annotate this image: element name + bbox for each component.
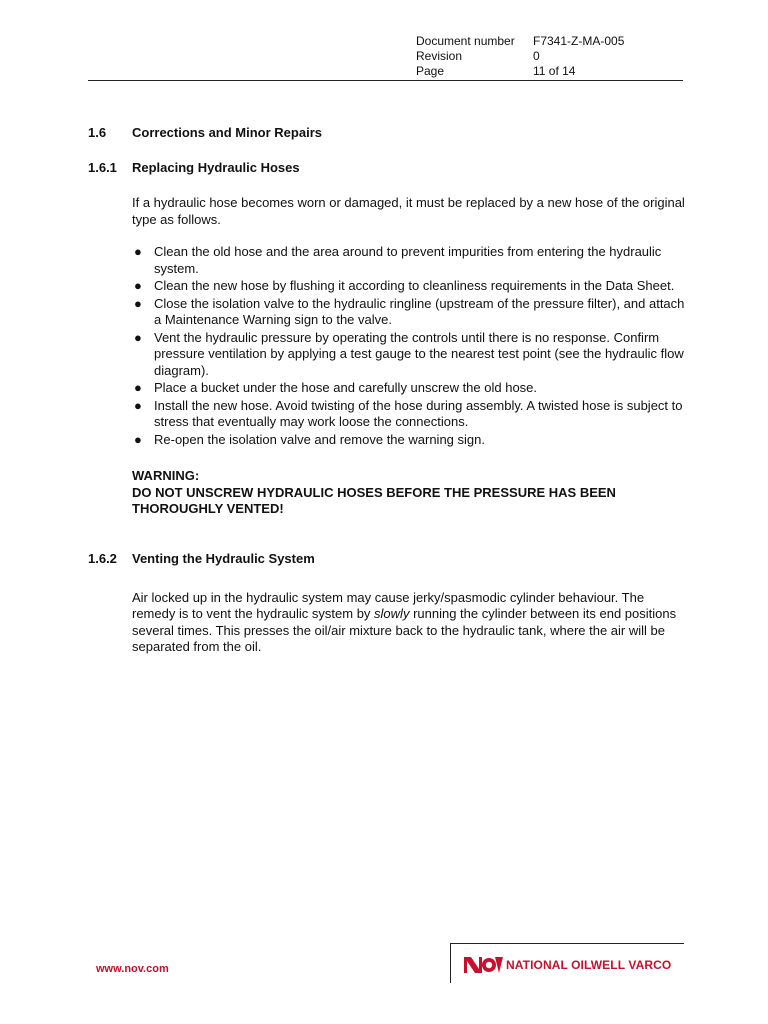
header-label: Page — [416, 64, 445, 78]
bullet-icon: ● — [134, 244, 142, 259]
emphasis-text: slowly — [374, 606, 410, 621]
logo-text: NATIONAL OILWELL VARCO — [506, 958, 672, 972]
warning-title: WARNING: — [132, 468, 200, 483]
list-item-text: Clean the new hose by flushing it according to cleanliness requirements in the Data Sheet. — [154, 278, 675, 293]
section-title: Venting the Hydraulic System — [132, 550, 315, 566]
list-item — [132, 244, 688, 277]
list-item-text: Place a bucket under the hose and carefully unscrew the old hose. — [154, 380, 538, 395]
header-row-page — [416, 64, 624, 79]
nov-logo-icon — [462, 953, 504, 977]
document-header — [416, 34, 624, 79]
paragraph-text: running the cylinder between its end positions several times. This presses the oil/air mixture back to the hydraulic tank, where the air will be separated from the oil. — [132, 606, 677, 654]
document-body — [88, 123, 688, 656]
footer-divider-vertical — [450, 943, 451, 983]
list-item — [132, 380, 688, 397]
list-item-text: Re-open the isolation valve and remove the warning sign. — [154, 431, 485, 447]
header-divider — [88, 80, 683, 81]
list-item-text: Close the isolation valve to the hydraulic ringline (upstream of the pressure filter), and attach a Maintenance Warning sign to the valve. — [154, 295, 685, 327]
section-heading-1-6-1 — [88, 160, 688, 176]
header-label: Document number — [416, 34, 515, 48]
list-item-text: Install the new hose. Avoid twisting of the hose during assembly. A twisted hose is subject to stress that eventually may work loose the connections. — [154, 397, 683, 429]
company-logo — [462, 953, 671, 977]
list-item — [132, 432, 688, 449]
paragraph-text: Air locked up in the hydraulic system may cause jerky/spasmodic cylinder behaviour. The remedy is to vent the hydraulic system by — [132, 589, 645, 621]
section-title: Replacing Hydraulic Hoses — [132, 160, 300, 175]
footer-divider-horizontal — [450, 943, 684, 944]
list-item — [132, 398, 688, 431]
list-item — [132, 296, 688, 329]
section-heading-1-6 — [88, 125, 688, 141]
list-item-text: Vent the hydraulic pressure by operating the controls until there is no response. Confirm pressure ventilation by applying a test gauge to the nearest test point (see the hydraulic flow diagram). — [154, 329, 684, 378]
bullet-icon: ● — [134, 295, 142, 311]
venting-paragraph — [132, 590, 688, 656]
website-link[interactable]: www.nov.com — [96, 963, 169, 975]
section-title: Corrections and Minor Repairs — [132, 125, 322, 140]
warning-block — [132, 468, 688, 518]
warning-text: DO NOT UNSCREW HYDRAULIC HOSES BEFORE THE PRESSURE HAS BEEN THOROUGHLY VENTED! — [132, 484, 616, 516]
list-item — [132, 278, 688, 295]
bullet-icon: ● — [134, 397, 142, 413]
bullet-icon: ● — [134, 431, 142, 447]
header-row-revision — [416, 49, 624, 64]
section-number: 1.6.1 — [88, 160, 117, 175]
bullet-icon: ● — [134, 278, 142, 293]
procedure-list — [132, 244, 688, 448]
header-value: F7341-Z-MA-005 — [533, 34, 625, 48]
header-value: 0 — [533, 49, 540, 63]
section-number: 1.6 — [88, 125, 107, 140]
list-item — [132, 330, 688, 380]
header-row-document-number — [416, 34, 624, 49]
intro-paragraph: If a hydraulic hose becomes worn or damaged, it must be replaced by a new hose of the original type as follows. — [132, 195, 685, 227]
section-heading-1-6-2 — [88, 551, 688, 567]
section-number: 1.6.2 — [88, 550, 117, 566]
header-label: Revision — [416, 49, 463, 63]
bullet-icon: ● — [134, 329, 142, 345]
header-value: 11 of 14 — [533, 64, 576, 78]
bullet-icon: ● — [134, 380, 142, 395]
list-item-text: Clean the old hose and the area around to prevent impurities from entering the hydraulic system. — [154, 244, 662, 276]
